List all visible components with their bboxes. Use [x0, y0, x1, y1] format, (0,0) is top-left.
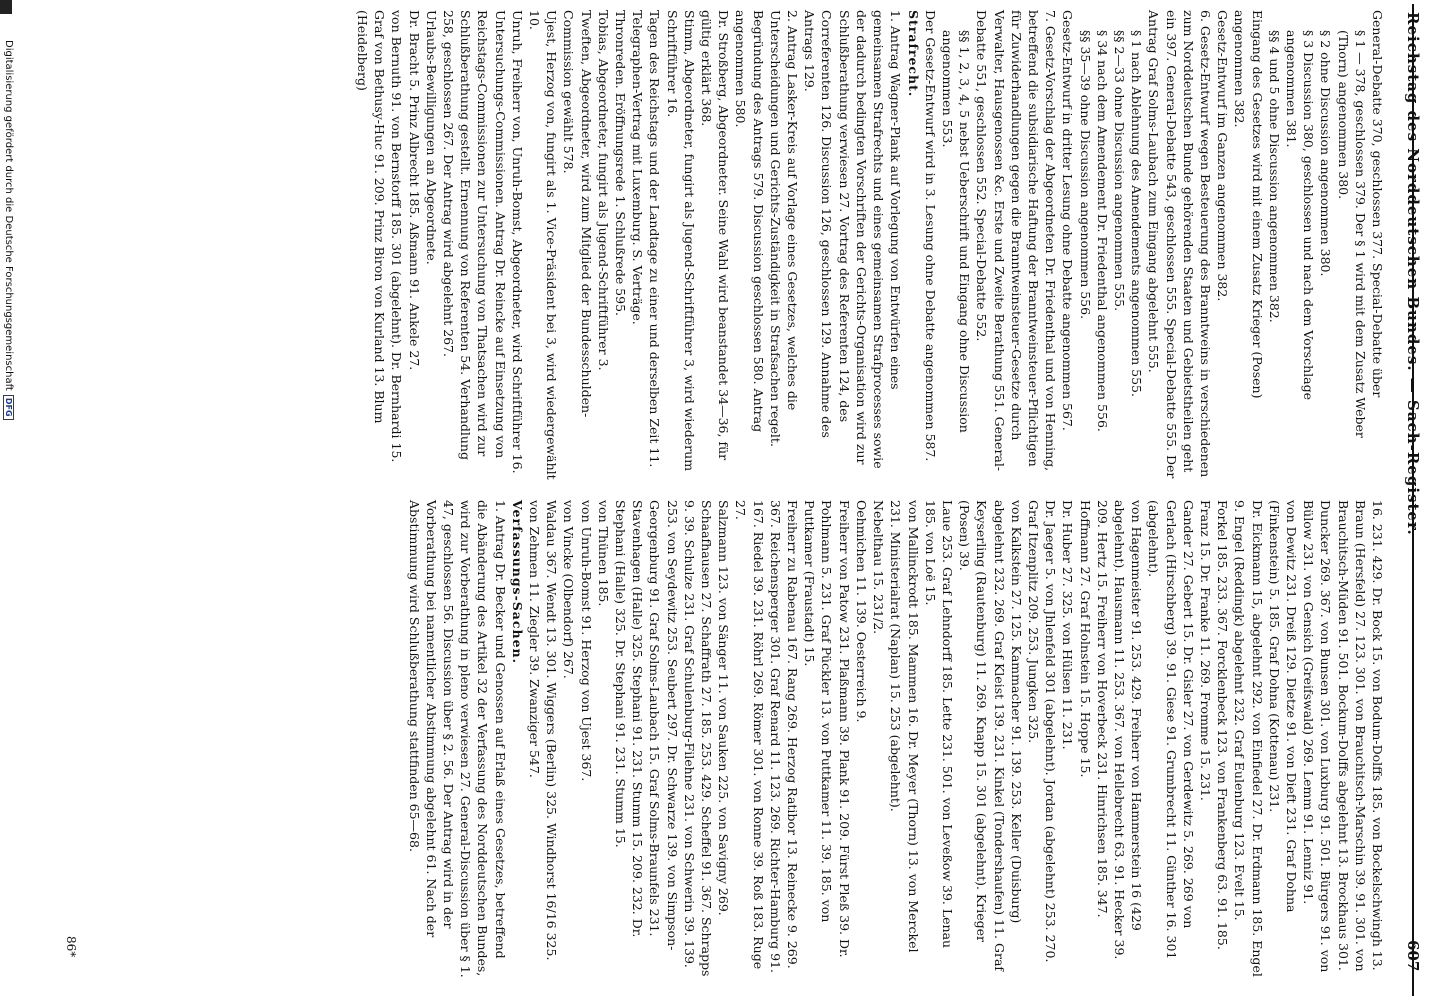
running-head-title: Reichstag des Norddeutschen Bundes. — Sach-Register.	[1404, 12, 1422, 536]
index-entry: 7. Gesetz-Vorschlag der Abgeordneten Dr. Friedenthal und von Henning, betreffend die subsidiarische Haftung der Branntweinsteuer-Pflichtigen für Zuwiderhandlungen gegen die Branntweinsteuer-Gesetze durch Verwalter, Hausgenossen &c. Erste und Zweite Berathung 551. General-Debatte 551, geschlossen 552. Special-Debatte 552.	[974, 10, 1059, 472]
page-content	[40, 0, 1430, 1000]
index-entry: Tweften, Abgeordneter, wird zum Mitglied der Bundesschulden-Commission gewählt 578.	[561, 10, 594, 418]
index-entry: von Dewitz 231. Dreiß 129. Dietze 91. von Dieft 231. Graf Dohna (Finkenstein) 5. 185. Graf Dohna (Kottenau) 231.	[1266, 500, 1299, 913]
index-entry: von Kalkstein 27. 125. Kammacher 91. 139. 253. Keller (Duisburg) abgelehnt 232. 269. Graf Kleist 139. 231. Kinkel (Tondershaufen) 11. Graf Keyserling (Rautenburg) 11. 269. Knapp 15. 301 (abgelehnt). Krieger (Posen) 39.	[957, 500, 1024, 972]
index-entry: Dr. Bracht 5. Prinz Albrecht 185. Aßmann 91. Ankele 27.	[406, 10, 422, 371]
index-entry: § 1 — 378, geschlossen 379. Der § 1 wird mit dem Zusatz Weber (Thorn) angenommen 380.	[1335, 30, 1368, 438]
index-entry: § 34 nach dem Amendement Dr. Friedenthal angenommen 556.	[1094, 30, 1110, 432]
index-entry: § 2 ohne Discussion angenommen 380.	[1318, 30, 1334, 277]
index-entry: Verfassungs-Sachen.	[509, 500, 525, 665]
index-entry: § 1 nach Ablehnung des Amendements angenommen 555.	[1129, 30, 1145, 397]
index-entry: Nebelthau 15. 231/2.	[871, 500, 887, 635]
index-entry: von Hagenmeister 91. 253. 429. Freiherr von Hammerstein 16 (429 abgelehnt). Hausmann 11. 253. 367. von Hellebrecht 63. 91. Hecker 39. 209. Hertz 15. Freiherr von Hoverbeck 231. Hinrichsen 185. 347. Hoffmann 27. Graf Holnstein 15. Hoppe 15.	[1077, 500, 1145, 960]
index-entry: 16. 231. 429. Dr. Bock 15. von Bodum-Dolffs 185. von Bockelschwingh 13. Braun (Hersfeld) 27. 123. 301. von Brauchitsch-Marschin 39. 91. 301. von Brauchitsch-Müden 91. 501. Bockum-Dolffs abgelehnt 13. Brockhaus 301. Duncker 269. 367. von Bunsen 301. von Luxburg 91. 501. Bürgers 91. von Bülow 231. von Gensich (Greifswald) 269. Lemm 91. Lenniz 91.	[1301, 500, 1385, 973]
page-number: 607	[1404, 940, 1422, 972]
index-entry: 1. Antrag Wagner-Plank auf Vorlegung von Entwürfen eines gemeinsamen Strafrechts und eines gemeinsamen Strafprocesses sowie der dadurch bedingten Vorschriften der Gerichts-Organisation wird zur Schlußberathung verwiesen 27. Vortrag des Referenten 124, des Correferenten 126. Discussion 126, geschlossen 129. Annahme des Antrags 129.	[802, 10, 904, 469]
index-entry: Salzmann 123. von Sänger 11. von Sauken 225. von Savigny 269. Schaafhausen 27. Schaffrath 27. 185. 253. 429. Scheffel 91. 367. Schrapps 9. 39. Schulze 231. Graf Schulenburg-Filehne 231. von Schwerin 39. 139. 253. von Seydewitz 253. Seubert 297. Dr. Schwarze 139. von Simpson-Georgenburg 91. Graf Solms-Laubach 15. Graf Solms-Braunfels 231. Stavenhagen (Halle) 325. Stephani 91. 231. Stumm 15. 209. 232. Dr. Stephani (Halle) 325. Dr. Stephani 91. 231. Stumm 15.	[613, 500, 732, 977]
index-entry: von Thünen 185.	[595, 500, 611, 607]
index-entry: Unruh, Freiherr von, Unruh-Bomst, Abgeordneter, wird Schriftführer 16.	[509, 10, 525, 474]
left-column	[354, 10, 1386, 480]
index-entry: Oehmichen 11. 139. Oesterreich 9.	[853, 500, 869, 723]
index-entry: Tobias, Abgeordneter, fungirt als Jugend-Schriftführer 3.	[595, 10, 611, 371]
index-entry: von Bernuth 91. von Bernstorff 185. 301 (abgelehnt). Dr. Bernhardi 15. Graf von Bethusy-Huc 91. 209. Prinz Biron von Kurland 13. Blum (Heidelberg)	[355, 10, 405, 463]
index-entry: Eingang des Gesetzes wird mit einem Zusatz Krieger (Posen) angenommen 382.	[1232, 10, 1265, 399]
digitization-credit	[2, 40, 16, 1000]
index-entry: Dr. Stroßberg, Abgeordneter. Seine Wahl wird beanstandet 34—36, für gültig erklärt 368.	[699, 10, 732, 461]
index-entry: §§ 1, 2, 3, 4, 5 nebst Ueberschrift und Eingang ohne Discussion angenommen 553.	[939, 30, 973, 433]
index-entry: §§ 4 und 5 ohne Discussion angenommen 382.	[1266, 30, 1282, 323]
index-entry: Freiherr zu Rabenau 167. Rang 269. Herzog Ratibor 13. Reinecke 9. 269. 367. Reichensperger 301. Graf Renard 11. 123. 269. Richter-Hamburg 91. 167. Riedel 39. 231. Röhrl 269. Römer 301. von Ronne 39. Roß 183. Ruge 27.	[733, 500, 801, 973]
index-entry: Ujest, Herzog von, fungirt als 1. Vice-Präsident bei 3, wird wiedergewählt 10.	[527, 10, 560, 480]
index-entry: §§ 35—39 ohne Discussion angenommen 556.	[1077, 30, 1093, 320]
index-entry: von Mallinckrodt 185. Mammen 16. Dr. Meyer (Thorn) 13. von Merckel 231. Ministerialrat (Naplan) 15. 253 (abgelehnt).	[888, 500, 921, 953]
index-entry: §§ 2—33 ohne Discussion angenommen 555.	[1111, 30, 1127, 312]
index-entry: Telegraphen-Vertrag mit Luxemburg. S. Verträge.	[630, 10, 646, 325]
index-entry: Dr. Huber 27. 325. von Hülsen 11. 231.	[1060, 500, 1076, 750]
index-entry: Urlaubs-Bewilligungen an Abgeordnete.	[423, 10, 439, 265]
index-entry: von Vincke (Olbendorf) 267.	[561, 500, 577, 679]
index-entry: von Unruh-Bomst 91. Herzog von Ujest 367.	[578, 500, 594, 782]
index-entry: Gesetz-Entwurf in dritter Lesung ohne Debatte angenommen 567.	[1060, 10, 1076, 431]
signature-mark: 86*	[64, 936, 78, 958]
index-entry: Dr. Jaeger 5. von Jhlenfeld 301 (abgelehnt). Jordan (abgelehnt) 253. 270. Graf Itzenplitz 209. 253. Jungken 325.	[1025, 500, 1059, 963]
index-entry: 2. Antrag Lasker-Kreis auf Vorlage eines Gesetzes, welches die Unterscheidungen und Gerichts-Zuständigkeit in Strafsachen regelt. Begründung des Antrags 579. Discussion geschlossen 580. Antrag angenommen 580.	[733, 10, 801, 447]
index-entry: Der Gesetz-Entwurf wird in 3. Lesung ohne Debatte angenommen 587.	[922, 10, 938, 462]
right-column	[405, 500, 1386, 978]
index-entry: Laue 253. Graf Lehndorff 185. Lette 231. 501. von Leveßow 39. Lenau 185. von Loë 15.	[922, 500, 955, 949]
index-entry: Forkel 185. 233. 367. Forcklenbeck 123. von Frankenberg 63. 91. 185. Franz 15. Dr. Franke 11. 269. Fromme 15. 231.	[1197, 500, 1231, 950]
index-entry: von Zehmen 11. Ziegler 39. Zwanziger 547.	[527, 500, 543, 778]
credit-text: Digitalisierung gefördert durch die Deutsche Forschungsgemeinschaft	[3, 40, 15, 391]
index-entry: Freiherr von Patow 231. Plaßmann 39. Plank 91. 209. Fürst Pleß 39. Dr. Pohlmann 5. 231. Graf Pückler 13. von Puttkamer 11. 39. 185. von Puttkamer (Fraustadt) 15.	[802, 500, 852, 958]
index-entry: Strafrecht.	[905, 10, 921, 98]
running-head	[1404, 12, 1422, 972]
index-entry: Thronreden. Eröffnungsrede 1. Schlußrede 595.	[613, 10, 629, 317]
index-entry: § 3 Discussion 380, geschlossen und nach dem Vorschlage angenommen 381.	[1283, 30, 1317, 400]
index-entry: Dr. Eickmann 15, abgelehnt 292. von Einfiedel 27. Dr. Erdmann 185. Engel 9. Engel (Reddingk) abgelehnt 232. Graf Eulenburg 123. Evelt 15.	[1232, 500, 1265, 977]
index-entry: Untersuchungs-Commissionen. Antrag Dr. Reincke auf Einsetzung von Reichstags-Commissionen zur Untersuchung von Thatsachen wird zur Schlußberathung gestellt. Ernennung von Referenten 54. Verhandlung 258, geschlossen 267. Der Antrag wird abgelehnt 267.	[441, 10, 508, 460]
index-entry: 1. Antrag Dr. Becker und Genossen auf Erlaß eines Gesetzes, betreffend die Abänderung des Artikel 32 der Verfassung des Norddeutschen Bundes, wird zur Vorberathung in pleno verwiesen 27. General-Discussion über § 1. 47, geschlossen 56. Discussion über § 2. 56. Der Antrag wird in der Vorberathung bei namentlicher Abstimmung abgelehnt 61. Nach der Abstimmung wird Schlußberathung stattfinden 65—68.	[406, 500, 508, 978]
index-entry: Waldau 367. Wendt 13. 301. Wiggers (Berlin) 325. Windhorst 16/16 325.	[544, 500, 560, 961]
index-entry: Gesetz-Entwurf im Ganzen angenommen 382.	[1215, 10, 1231, 302]
scan-corner-mark	[0, 0, 12, 14]
index-entry: Stimm, Abgeordneter, fungirt als Jugend-Schriftführer 3, wird wiederum Schriftführer 16.	[664, 10, 697, 472]
index-entry: General-Debatte 370, geschlossen 377. Special-Debatte über	[1370, 10, 1385, 398]
index-entry: 6. Gesetz-Entwurf wegen Besteuerung des Branntweins in verschiedenen zum Norddeutschen Bunde gehörenden Staaten und Gebietstheilen geht ein 397. General-Debatte 543, geschlossen 555. Special-Debatte 555. Der Antrag Graf Solms-Laubach zum Eingang abgelehnt 555.	[1146, 10, 1213, 479]
index-entry: Gander 27. Gebert 15. Dr. Gisler 27. von Gerdewitz 5. 269. 269 von Gerlach (Hirschberg) 39. 91. Giese 91. Grumbrecht 11. Günther 16. 301 (abgelehnt).	[1146, 500, 1196, 960]
index-entry: Tagen des Reichstags und der Landtage zu einer und derselben Zeit 11.	[647, 10, 663, 468]
rotated-page	[40, 0, 1430, 1000]
dfg-logo: DFG	[4, 395, 15, 420]
